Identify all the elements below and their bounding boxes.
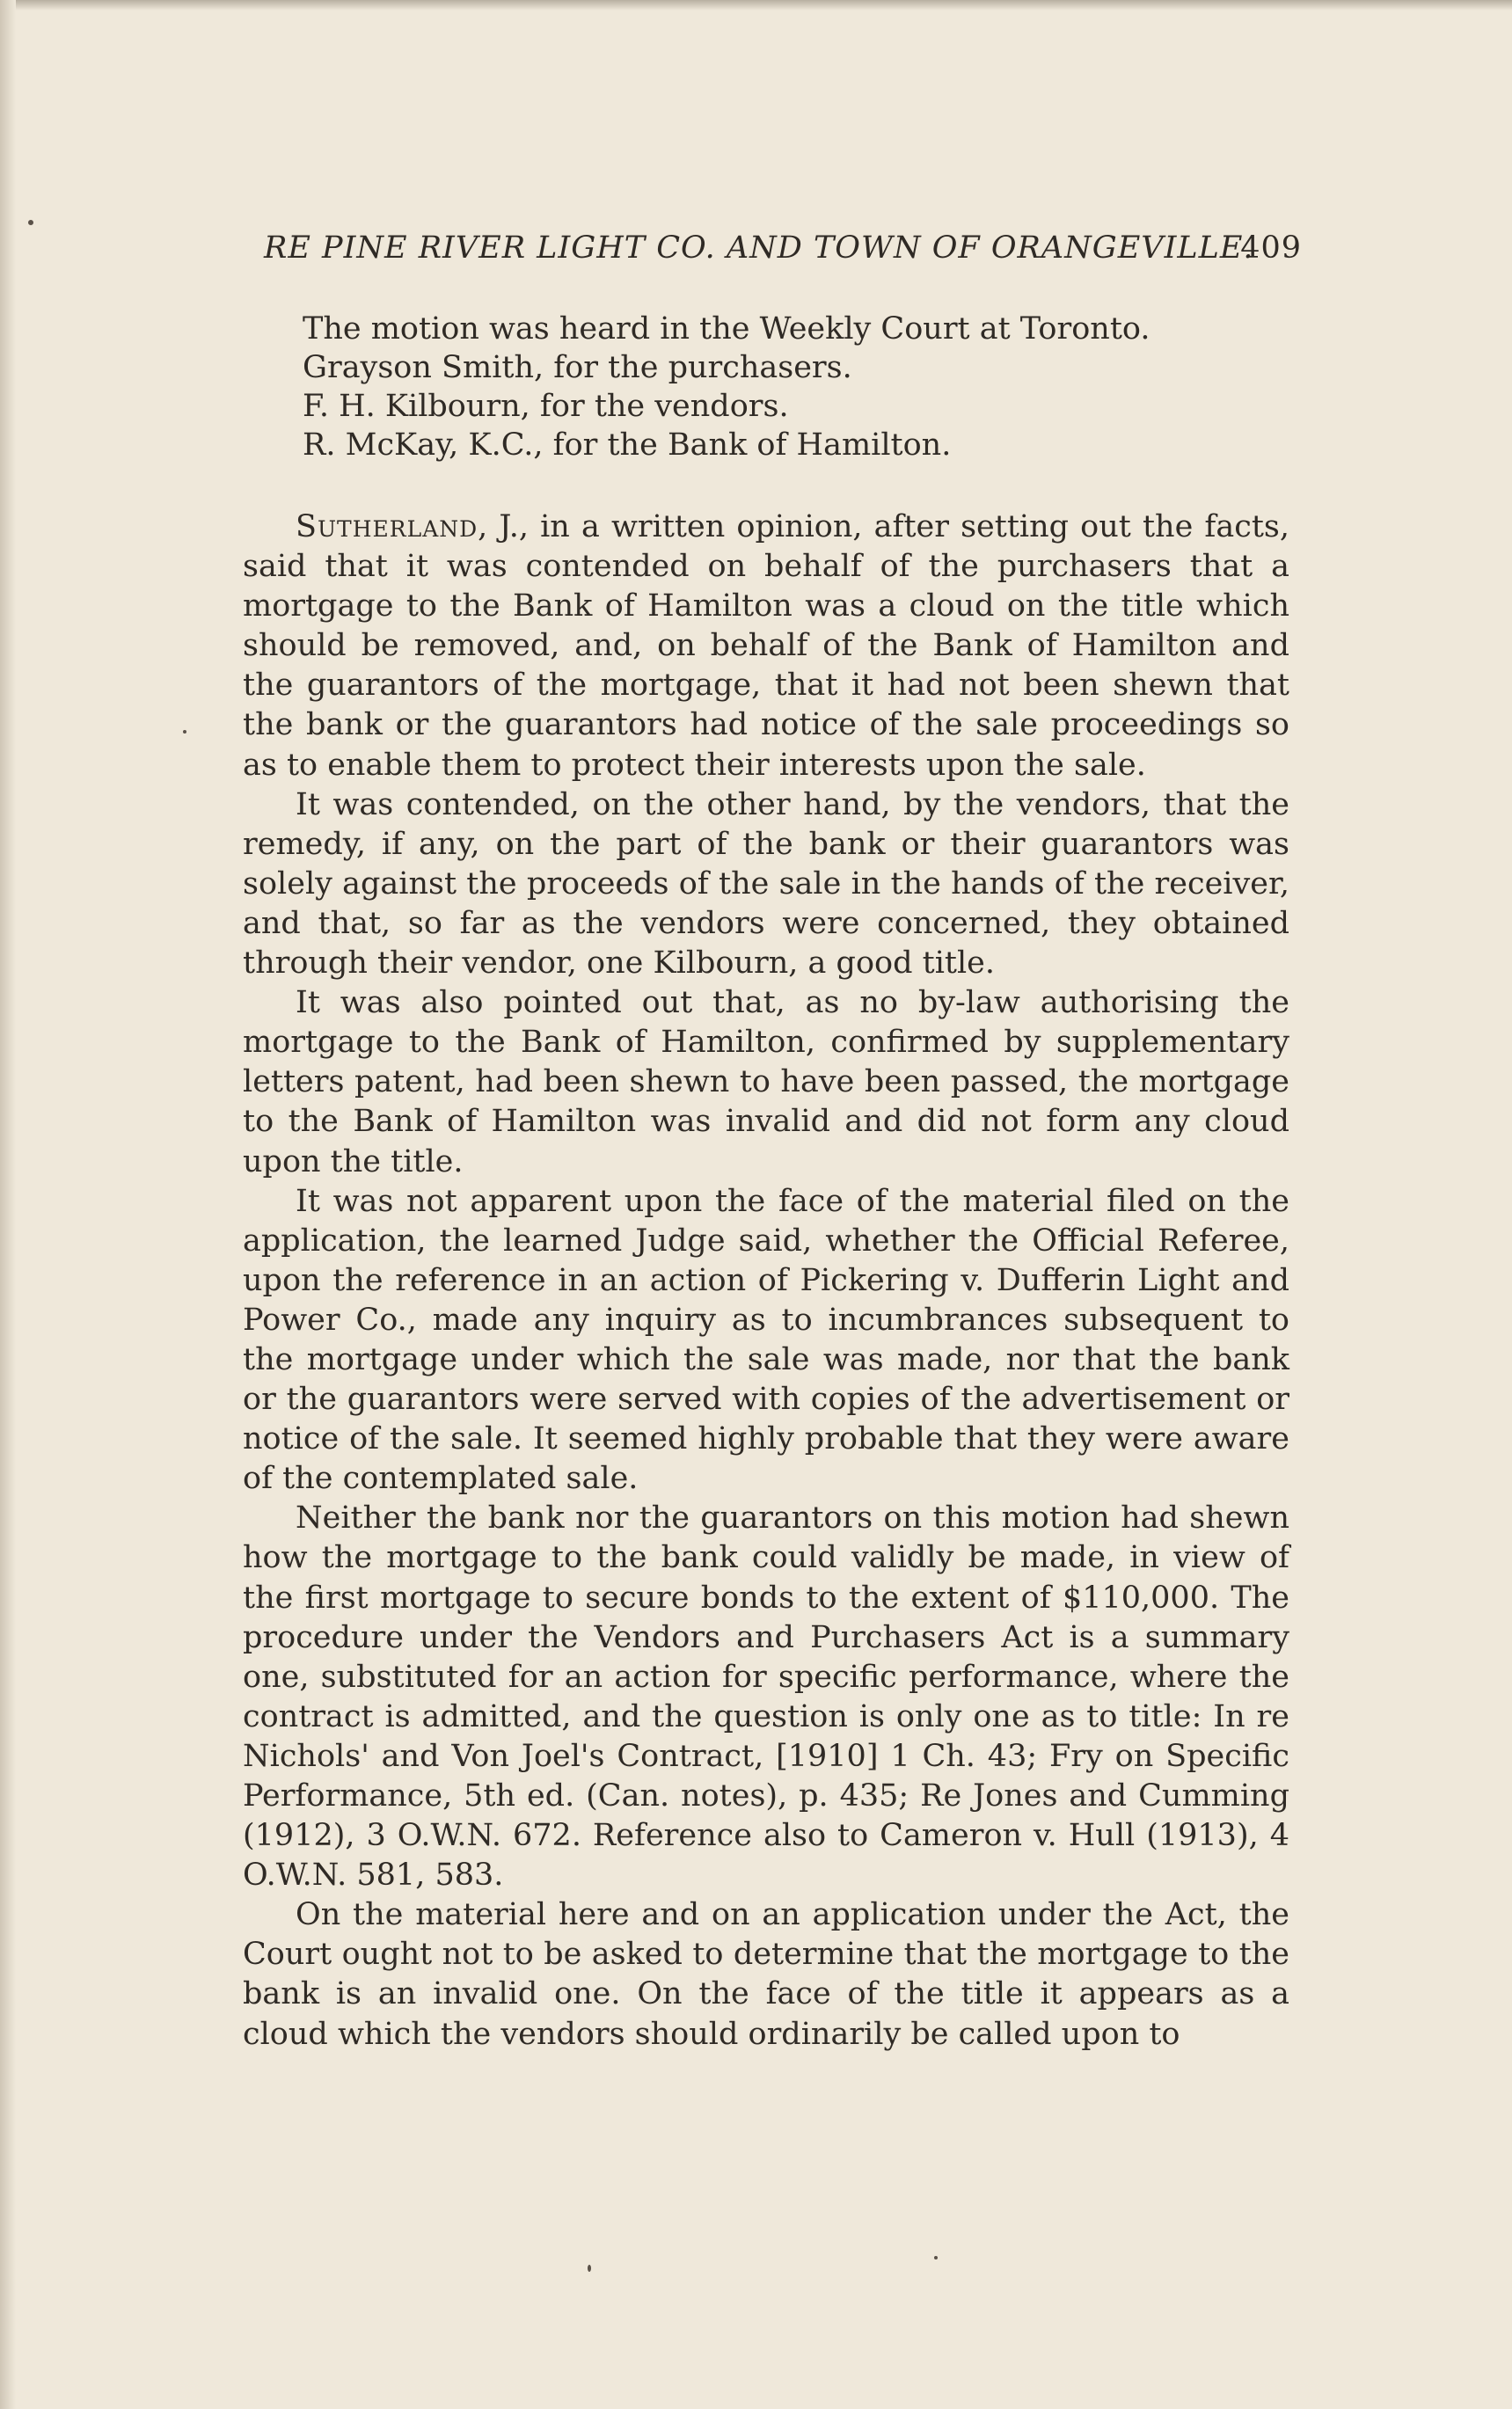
page-number: 409 bbox=[1240, 230, 1302, 266]
opinion-paragraph: Neither the bank nor the guarantors on this motion had shewn how the mortgage to the bank could validly be made, in view of the first mortgage to secure bonds to the extent of $110,000. The procedure under the Vendors and Purchasers Act is a summary one, substituted for an action for specific performance, where the contract is admitted, and the question is only one as to title: In re Nichols' and Von Joel's Contract, [1910] 1 Ch. 43; Fry on Specific Performance, 5th ed. (Can. notes), p. 435; Re Jones and Cumming (1912), 3 O.W.N. 672. Reference also to Cameron v. Hull (1913), 4 O.W.N. 581, 583. bbox=[243, 1500, 1289, 1894]
counsel-line: F. H. Kilbourn, for the vendors. bbox=[303, 389, 789, 424]
paper-speck bbox=[934, 2256, 938, 2259]
opinion-paragraph: On the material here and on an application under the Act, the Court ought not to be asked to determine that the mortgage to the bank is an invalid one. On the face of the title it appears as a cloud which the vendors should ordinarily be called upon to bbox=[243, 1897, 1289, 2052]
opinion-body bbox=[243, 507, 1289, 2055]
paper-speck bbox=[183, 730, 186, 734]
counsel-line: Grayson Smith, for the purchasers. bbox=[303, 350, 852, 385]
opinion-paragraph bbox=[243, 507, 1289, 785]
counsel-block bbox=[303, 310, 1150, 464]
paper-speck bbox=[588, 2265, 591, 2272]
page-gutter-shadow bbox=[0, 0, 16, 2409]
running-title: RE PINE RIVER LIGHT CO. AND TOWN OF ORANGEVILLE. bbox=[264, 230, 1254, 266]
judge-name: Sutherland bbox=[296, 509, 478, 544]
running-header bbox=[264, 230, 1302, 283]
opinion-paragraph: It was also pointed out that, as no by-law authorising the mortgage to the Bank of Hamilton, confirmed by supplementary letters patent, had been shewn to have been passed, the mortgage to the Bank of Hamilton was invalid and did not form any cloud upon the title. bbox=[243, 985, 1289, 1179]
paragraph-text: , J., in a written opinion, after setting out the facts, said that it was contended on behalf of the purchasers that a mortgage to the Bank of Hamilton was a cloud on the title which should be removed, and, on behalf of the Bank of Hamilton and the guarantors of the mortgage, that it had not been shewn that the bank or the guarantors had notice of the sale proceedings so as to enable them to protect their interests upon the sale. bbox=[243, 509, 1289, 783]
opinion-paragraph: It was not apparent upon the face of the material filed on the application, the learned Judge said, whether the Official Referee, upon the reference in an action of Pickering v. Dufferin Light and Power Co., made any inquiry as to incumbrances subsequent to the mortgage under which the sale was made, nor that the bank or the guarantors were served with copies of the advertisement or notice of the sale. It seemed highly probable that they were aware of the contemplated sale. bbox=[243, 1183, 1289, 1497]
counsel-line: R. McKay, K.C., for the Bank of Hamilton. bbox=[303, 427, 952, 463]
paper-speck bbox=[28, 220, 33, 225]
opinion-paragraph: It was contended, on the other hand, by the vendors, that the remedy, if any, on the part of the bank or their guarantors was solely against the proceeds of the sale in the hands of the receiver, and that, so far as the vendors were concerned, they obtained through their vendor, one Kilbourn, a good title. bbox=[243, 786, 1289, 982]
page-top-edge bbox=[0, 0, 1512, 11]
counsel-line: The motion was heard in the Weekly Court at Toronto. bbox=[303, 311, 1150, 347]
